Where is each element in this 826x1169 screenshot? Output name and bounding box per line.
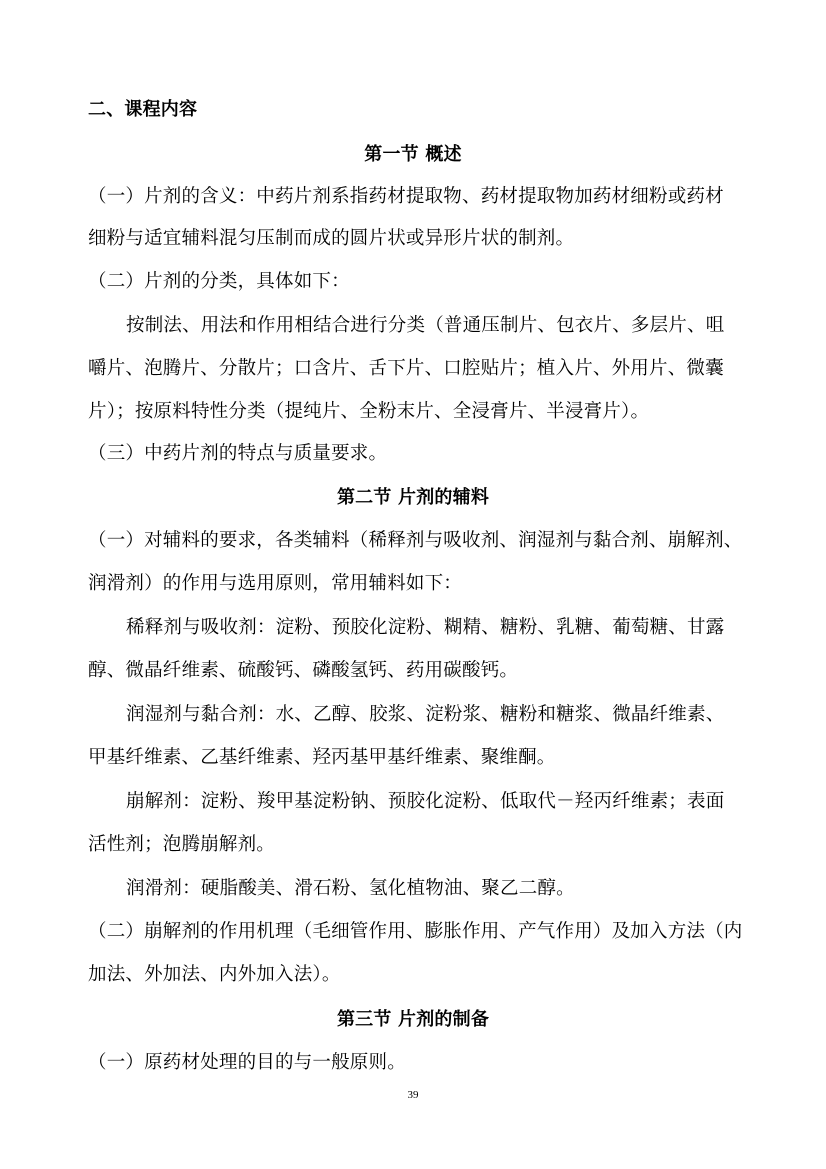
paragraph-line: （二）片剂的分类，具体如下： (88, 271, 350, 292)
paragraph-line: 嚼片、泡腾片、分散片；口含片、舌下片、口腔贴片；植入片、外用片、微囊 (88, 358, 724, 379)
paragraph-line: （三）中药片剂的特点与质量要求。 (88, 443, 388, 464)
paragraph-line: （二）崩解剂的作用机理（毛细管作用、膨胀作用、产气作用）及加入方法（内 (88, 921, 743, 942)
paragraph-line: 细粉与适宜辅料混匀压制而成的圆片状或异形片状的制剂。 (88, 228, 575, 249)
paragraph-line: （一）片剂的含义：中药片剂系指药材提取物、药材提取物加药材细粉或药材 (88, 186, 724, 207)
paragraph-line: （一）原药材处理的目的与一般原则。 (88, 1052, 406, 1073)
paragraph-line: 醇、微晶纤维素、硫酸钙、磷酸氢钙、药用碳酸钙。 (88, 660, 519, 681)
paragraph-line: 润滑剂：硬脂酸美、滑石粉、氢化植物油、聚乙二醇。 (126, 878, 575, 899)
paragraph-line: （一）对辅料的要求，各类辅料（稀释剂与吸收剂、润湿剂与黏合剂、崩解剂、 (88, 530, 743, 551)
page-number: 39 (407, 1089, 419, 1101)
paragraph-line: 片）；按原料特性分类（提纯片、全粉末片、全浸膏片、半浸膏片）。 (88, 401, 650, 422)
course-content-heading: 二、课程内容 (88, 99, 198, 120)
paragraph-line: 按制法、用法和作用相结合进行分类（普通压制片、包衣片、多层片、咀 (126, 315, 725, 336)
section-3-title: 第三节 片剂的制备 (336, 1009, 490, 1030)
paragraph-line: 甲基纤维素、乙基纤维素、羟丙基甲基纤维素、聚维酮。 (88, 747, 556, 768)
paragraph-line: 润湿剂与黏合剂：水、乙醇、胶浆、淀粉浆、糖粉和糖浆、微晶纤维素、 (126, 704, 725, 725)
section-1-title: 第一节 概述 (364, 144, 462, 165)
paragraph-line: 稀释剂与吸收剂：淀粉、预胶化淀粉、糊精、糖粉、乳糖、葡萄糖、甘露 (126, 617, 725, 638)
paragraph-line: 润滑剂）的作用与选用原则，常用辅料如下： (88, 573, 463, 594)
paragraph-line: 崩解剂：淀粉、羧甲基淀粉钠、预胶化淀粉、低取代－羟丙纤维素；表面 (126, 791, 725, 812)
section-2-title: 第二节 片剂的辅料 (336, 487, 490, 508)
paragraph-line: 加法、外加法、内外加入法）。 (88, 964, 341, 985)
paragraph-line: 活性剂；泡腾崩解剂。 (88, 834, 276, 855)
